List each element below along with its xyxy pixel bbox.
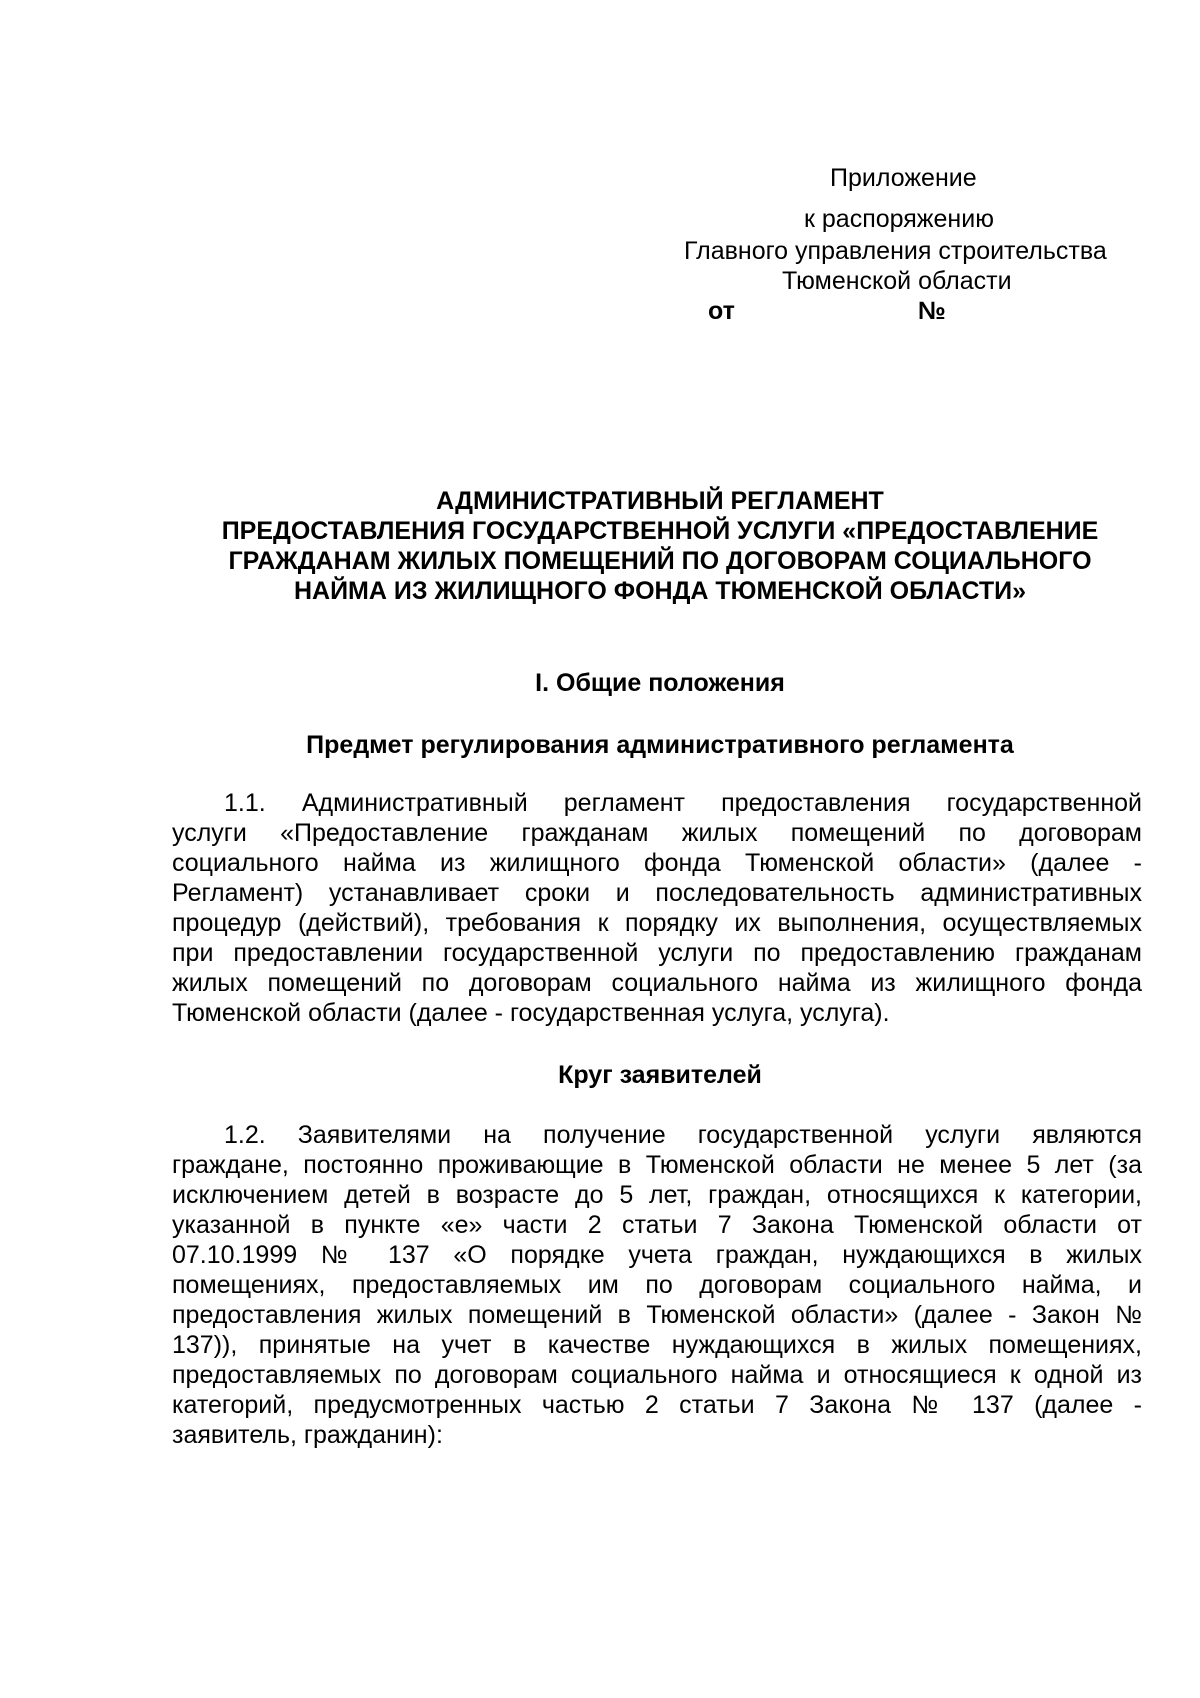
paragraph-line: помещениях, предоставляемых им по договорам социального найма, и (172, 1271, 1142, 1299)
paragraph-line: услуги «Предоставление гражданам жилых помещений по договорам (172, 819, 1142, 847)
paragraph-1-1 (172, 788, 1142, 1028)
approval-date-label: от (708, 297, 735, 325)
paragraph-line: заявитель, гражданин): (172, 1421, 443, 1449)
paragraph-line: 1.2. Заявителями на получение государственной услуги являются (224, 1121, 1142, 1149)
paragraph-line: исключением детей в возрасте до 5 лет, граждан, относящихся к категории, (172, 1181, 1142, 1209)
approval-line-appendix: Приложение (830, 164, 977, 192)
paragraph-line: указанной в пункте «е» части 2 статьи 7 Закона Тюменской области от (172, 1211, 1142, 1239)
title-line: НАЙМА ИЗ ЖИЛИЩНОГО ФОНДА ТЮМЕНСКОЙ ОБЛАСТИ» (293, 577, 1027, 605)
paragraph-line: социального найма из жилищного фонда Тюменской области» (далее - (172, 849, 1142, 877)
title-line: ГРАЖДАНАМ ЖИЛЫХ ПОМЕЩЕНИЙ ПО ДОГОВОРАМ СОЦИАЛЬНОГО (228, 547, 1092, 575)
paragraph-line: Тюменской области (далее - государственная услуга, услуга). (172, 999, 890, 1027)
paragraph-line: категорий, предусмотренных частью 2 статьи 7 Закона № 137 (далее - (172, 1391, 1142, 1419)
paragraph-line: предоставляемых по договорам социального найма и относящиеся к одной из (172, 1361, 1142, 1389)
approval-number-label: № (918, 297, 946, 325)
title-line: АДМИНИСТРАТИВНЫЙ РЕГЛАМЕНТ (436, 487, 884, 515)
paragraph-line: 07.10.1999 № 137 «О порядке учета граждан, нуждающихся в жилых (172, 1241, 1142, 1269)
paragraph-1-2 (172, 1120, 1142, 1450)
paragraph-line: Регламент) устанавливает сроки и последовательность административных (172, 879, 1142, 907)
section-heading: I. Общие положения (535, 669, 785, 697)
paragraph-line: жилых помещений по договорам социального найма из жилищного фонда (172, 969, 1142, 997)
paragraph-line: процедур (действий), требования к порядку их выполнения, осуществляемых (172, 909, 1142, 937)
paragraph-line: 1.1. Административный регламент предоставления государственной (224, 789, 1142, 817)
approval-line-region: Тюменской области (782, 267, 1012, 295)
approval-line-order: к распоряжению (804, 205, 994, 233)
paragraph-line: 137)), принятые на учет в качестве нуждающихся в жилых помещениях, (172, 1331, 1142, 1359)
title-line: ПРЕДОСТАВЛЕНИЯ ГОСУДАРСТВЕННОЙ УСЛУГИ «ПРЕДОСТАВЛЕНИЕ (221, 517, 1099, 545)
paragraph-line: предоставления жилых помещений в Тюменской области» (далее - Закон № (172, 1301, 1142, 1329)
subsection-heading-subject: Предмет регулирования административного регламента (306, 731, 1014, 759)
document-title (150, 486, 1170, 606)
approval-line-department: Главного управления строительства (684, 237, 1107, 265)
paragraph-line: при предоставлении государственной услуги по предоставлению гражданам (172, 939, 1142, 967)
subsection-heading-applicants: Круг заявителей (558, 1061, 762, 1089)
paragraph-line: граждане, постоянно проживающие в Тюменской области не менее 5 лет (за (172, 1151, 1142, 1179)
